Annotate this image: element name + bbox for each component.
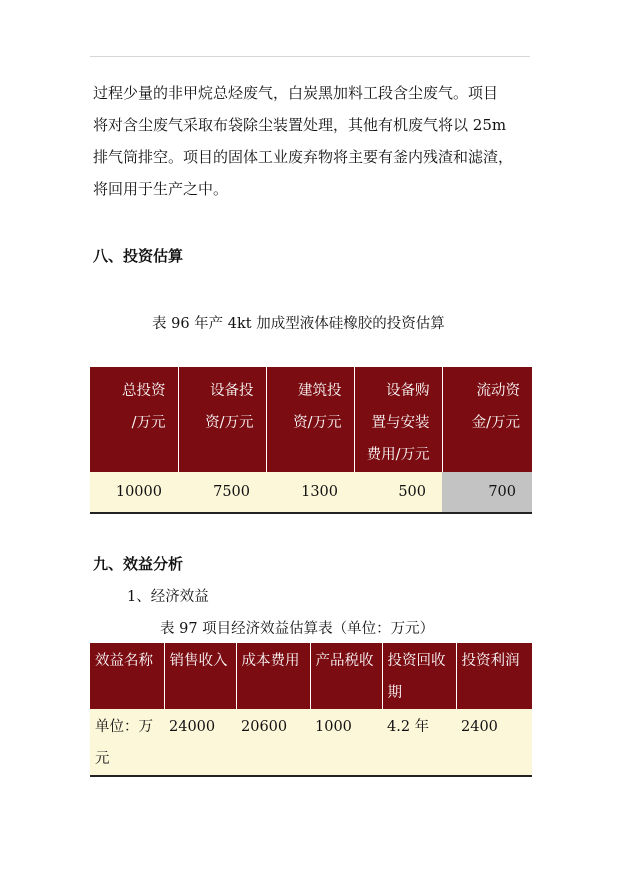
table-cell: [310, 709, 382, 776]
header-line: 费用/万元: [366, 447, 430, 463]
header-line: /万元: [131, 415, 166, 431]
cell-line: 20600: [241, 719, 288, 735]
header-cell: [442, 367, 532, 472]
table-cell: 7500: [178, 472, 266, 513]
cell-line: 2400: [461, 719, 498, 735]
table-cell: [164, 709, 236, 776]
header-line: 建筑投: [298, 383, 342, 399]
subsection-label: 1、经济效益: [127, 589, 209, 605]
intro-line: 排气筒排空。项目的固体工业废弃物将主要有釜内残渣和滤渣，: [93, 148, 514, 166]
intro-line: 过程少量的非甲烷总烃废气，白炭黑加料工段含尘废气。项目: [93, 84, 499, 102]
header-cell: [178, 367, 266, 472]
cell-line: 单位：万: [95, 719, 153, 735]
header-line: 投资利润: [461, 653, 520, 669]
header-cell: [382, 643, 456, 709]
table-cell: [90, 709, 164, 776]
table-97-caption: 表 97 项目经济效益估算表（单位：万元）: [160, 621, 435, 637]
table-cell: [236, 709, 310, 776]
table-cell: 1300: [266, 472, 354, 513]
header-line: 期: [387, 685, 402, 701]
cell-line: 4.2 年: [387, 719, 430, 735]
table-cell: [382, 709, 456, 776]
economic-benefit-table: [90, 643, 532, 777]
header-cell: [236, 643, 310, 709]
header-cell: [456, 643, 532, 709]
header-line: 成本费用: [241, 653, 300, 669]
intro-paragraph: [93, 77, 533, 205]
table-cell: 10000: [90, 472, 178, 513]
table-cell: 700: [442, 472, 532, 513]
table-cell: [456, 709, 532, 776]
intro-line: 将对含尘废气采取布袋除尘装置处理，其他有机废气将以 25m: [93, 116, 507, 134]
table-row: [90, 472, 532, 513]
cell-line: 元: [95, 751, 110, 767]
header-cell: [90, 367, 178, 472]
header-line: 资/万元: [293, 415, 342, 431]
header-line: 置与安装: [371, 415, 430, 431]
section-8-heading: 八、投资估算: [93, 247, 184, 265]
header-line: 资/万元: [205, 415, 254, 431]
header-rule: [90, 56, 530, 57]
section-9-heading: 九、效益分析: [93, 555, 184, 573]
investment-table: [90, 367, 532, 514]
header-line: 投资回收: [387, 653, 446, 669]
header-cell: [354, 367, 442, 472]
header-line: 总投资: [122, 383, 166, 399]
header-line: 效益名称: [95, 653, 153, 669]
cell-line: 24000: [169, 719, 216, 735]
header-line: 产品税收: [315, 653, 374, 669]
table-header-row: [90, 367, 532, 472]
table-row: [90, 709, 532, 776]
intro-line: 将回用于生产之中。: [93, 180, 229, 198]
header-line: 金/万元: [471, 415, 520, 431]
header-line: 销售收入: [169, 653, 228, 669]
header-line: 设备购: [386, 383, 430, 399]
table-cell: 500: [354, 472, 442, 513]
header-line: 流动资: [476, 383, 520, 399]
header-cell: [310, 643, 382, 709]
header-cell: [266, 367, 354, 472]
header-cell: [164, 643, 236, 709]
table-header-row: [90, 643, 532, 709]
header-line: 设备投: [210, 383, 254, 399]
table-96-caption: 表 96 年产 4kt 加成型液体硅橡胶的投资估算: [152, 316, 445, 332]
cell-line: 1000: [315, 719, 352, 735]
header-cell: [90, 643, 164, 709]
